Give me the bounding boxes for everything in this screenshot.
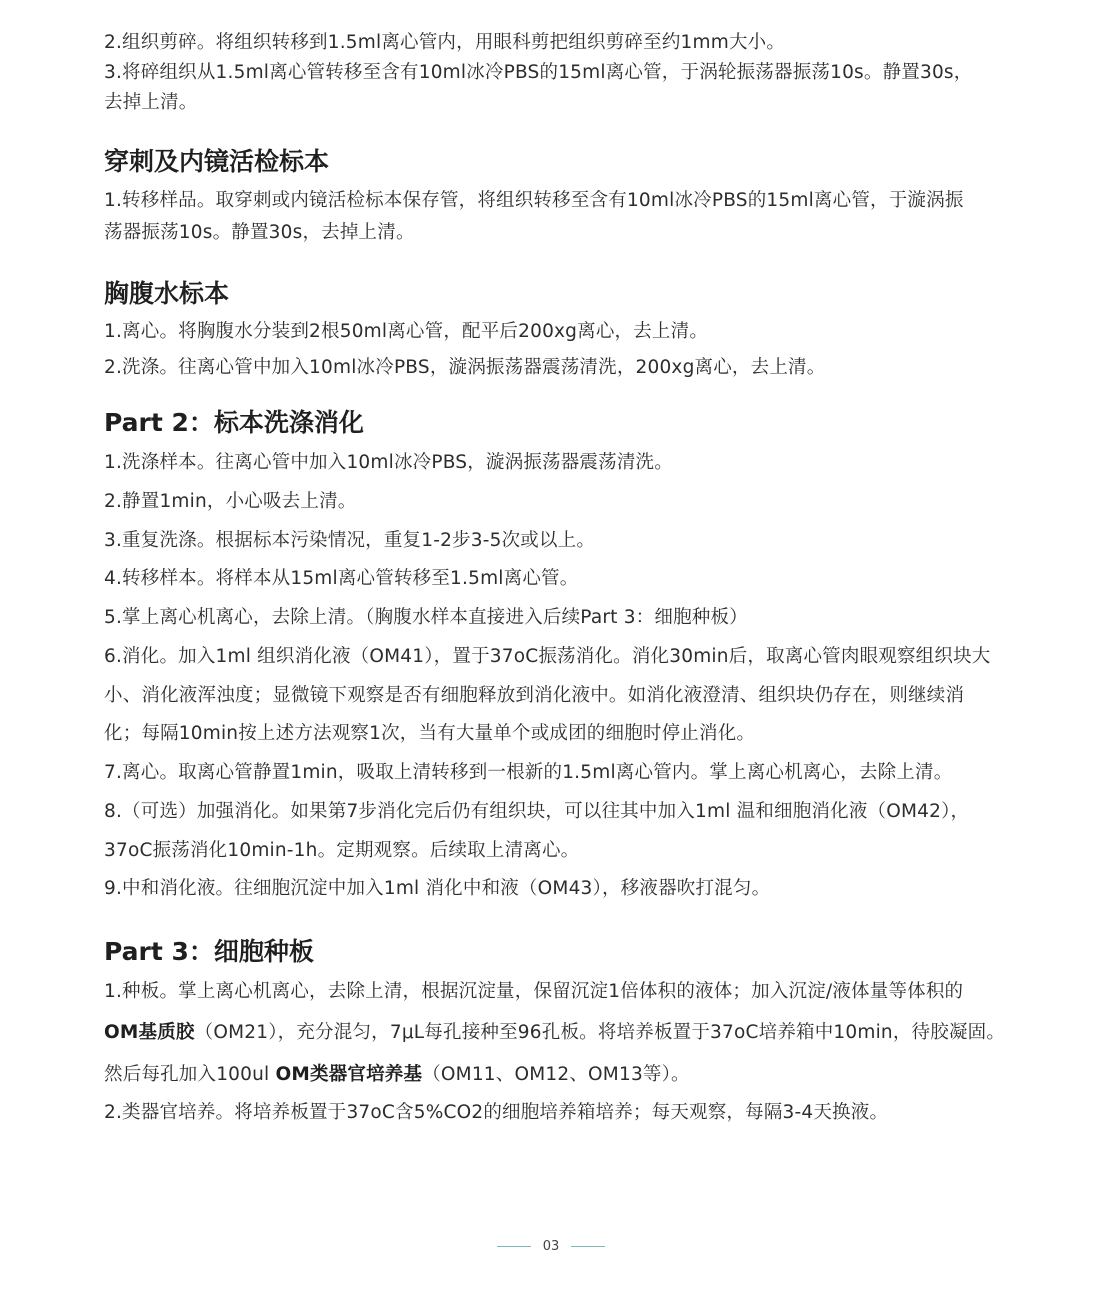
paragraph-line: 2.组织剪碎。将组织转移到1.5ml离心管内，用眼科剪把组织剪碎至约1mm大小。 bbox=[104, 32, 786, 53]
step-line: 3.重复洗涤。根据标本污染情况，重复1-2步3-5次或以上。 bbox=[104, 530, 596, 551]
step-line: 2.静置1min，小心吸去上清。 bbox=[104, 491, 357, 512]
step-line: 化；每隔10min按上述方法观察1次，当有大量单个或成团的细胞时停止消化。 bbox=[104, 723, 756, 744]
step-text: （OM11、OM12、OM13等）。 bbox=[422, 1064, 690, 1085]
step-line: 37oC振荡消化10min-1h。定期观察。后续取上清离心。 bbox=[104, 840, 580, 861]
footer-divider bbox=[571, 1246, 605, 1247]
step-text: （OM21），充分混匀，7μL每孔接种至96孔板。将培养板置于37oC培养箱中10min，待胶凝固。 bbox=[194, 1022, 1006, 1043]
paragraph-line: 1.转移样品。取穿刺或内镜活检标本保存管，将组织转移至含有10ml冰冷PBS的15ml离心管，于漩涡振 bbox=[104, 190, 964, 211]
page-number: 03 bbox=[542, 1238, 560, 1254]
step-line: 6.消化。加入1ml 组织消化液（OM41），置于37oC振荡消化。消化30min后，取离心管肉眼观察组织块大 bbox=[104, 646, 991, 667]
step-line: 小、消化液浑浊度；显微镜下观察是否有细胞释放到消化液中。如消化液澄清、组织块仍存在，则继续消 bbox=[104, 685, 965, 706]
section-heading: Part 3：细胞种板 bbox=[104, 937, 314, 966]
paragraph-line: 2.洗涤。往离心管中加入10ml冰冷PBS，漩涡振荡器震荡清洗，200xg离心，去上清。 bbox=[104, 357, 826, 378]
bold-product-name: OM基质胶 bbox=[104, 1022, 195, 1043]
bold-product-name: OM类器官培养基 bbox=[275, 1064, 423, 1085]
step-line: 9.中和消化液。往细胞沉淀中加入1ml 消化中和液（OM43），移液器吹打混匀。 bbox=[104, 878, 771, 899]
step-line: 5.掌上离心机离心，去除上清。（胸腹水样本直接进入后续Part 3：细胞种板） bbox=[104, 607, 748, 628]
step-line: 4.转移样本。将样本从15ml离心管转移至1.5ml离心管。 bbox=[104, 568, 579, 589]
paragraph-line: 1.离心。将胸腹水分装到2根50ml离心管，配平后200xg离心，去上清。 bbox=[104, 321, 709, 342]
page-footer bbox=[0, 1234, 1102, 1258]
step-line: 1.洗涤样本。往离心管中加入10ml冰冷PBS，漩涡振荡器震荡清洗。 bbox=[104, 452, 673, 473]
section-heading: Part 2：标本洗涤消化 bbox=[104, 408, 364, 437]
step-line bbox=[104, 1063, 690, 1087]
step-line bbox=[104, 1021, 1005, 1045]
paragraph-line: 3.将碎组织从1.5ml离心管转移至含有10ml冰冷PBS的15ml离心管，于涡轮振荡器振荡10s。静置30s， bbox=[104, 62, 973, 83]
section-heading: 胸腹水标本 bbox=[104, 279, 230, 308]
step-line: 2.类器官培养。将培养板置于37oC含5%CO2的细胞培养箱培养；每天观察，每隔3-4天换液。 bbox=[104, 1102, 889, 1123]
step-line: 1.种板。掌上离心机离心，去除上清，根据沉淀量，保留沉淀1倍体积的液体；加入沉淀/液体量等体积的 bbox=[104, 981, 964, 1002]
step-line: 8.（可选）加强消化。如果第7步消化完后仍有组织块，可以往其中加入1ml 温和细胞消化液（OM42）， bbox=[104, 801, 970, 822]
footer-divider bbox=[497, 1246, 531, 1247]
paragraph-line: 去掉上清。 bbox=[104, 92, 198, 113]
step-text: 然后每孔加入100ul bbox=[104, 1064, 276, 1085]
step-line: 7.离心。取离心管静置1min，吸取上清转移到一根新的1.5ml离心管内。掌上离心机离心，去除上清。 bbox=[104, 762, 953, 783]
section-heading: 穿刺及内镜活检标本 bbox=[104, 147, 330, 176]
paragraph-line: 荡器振荡10s。静置30s，去掉上清。 bbox=[104, 222, 415, 243]
